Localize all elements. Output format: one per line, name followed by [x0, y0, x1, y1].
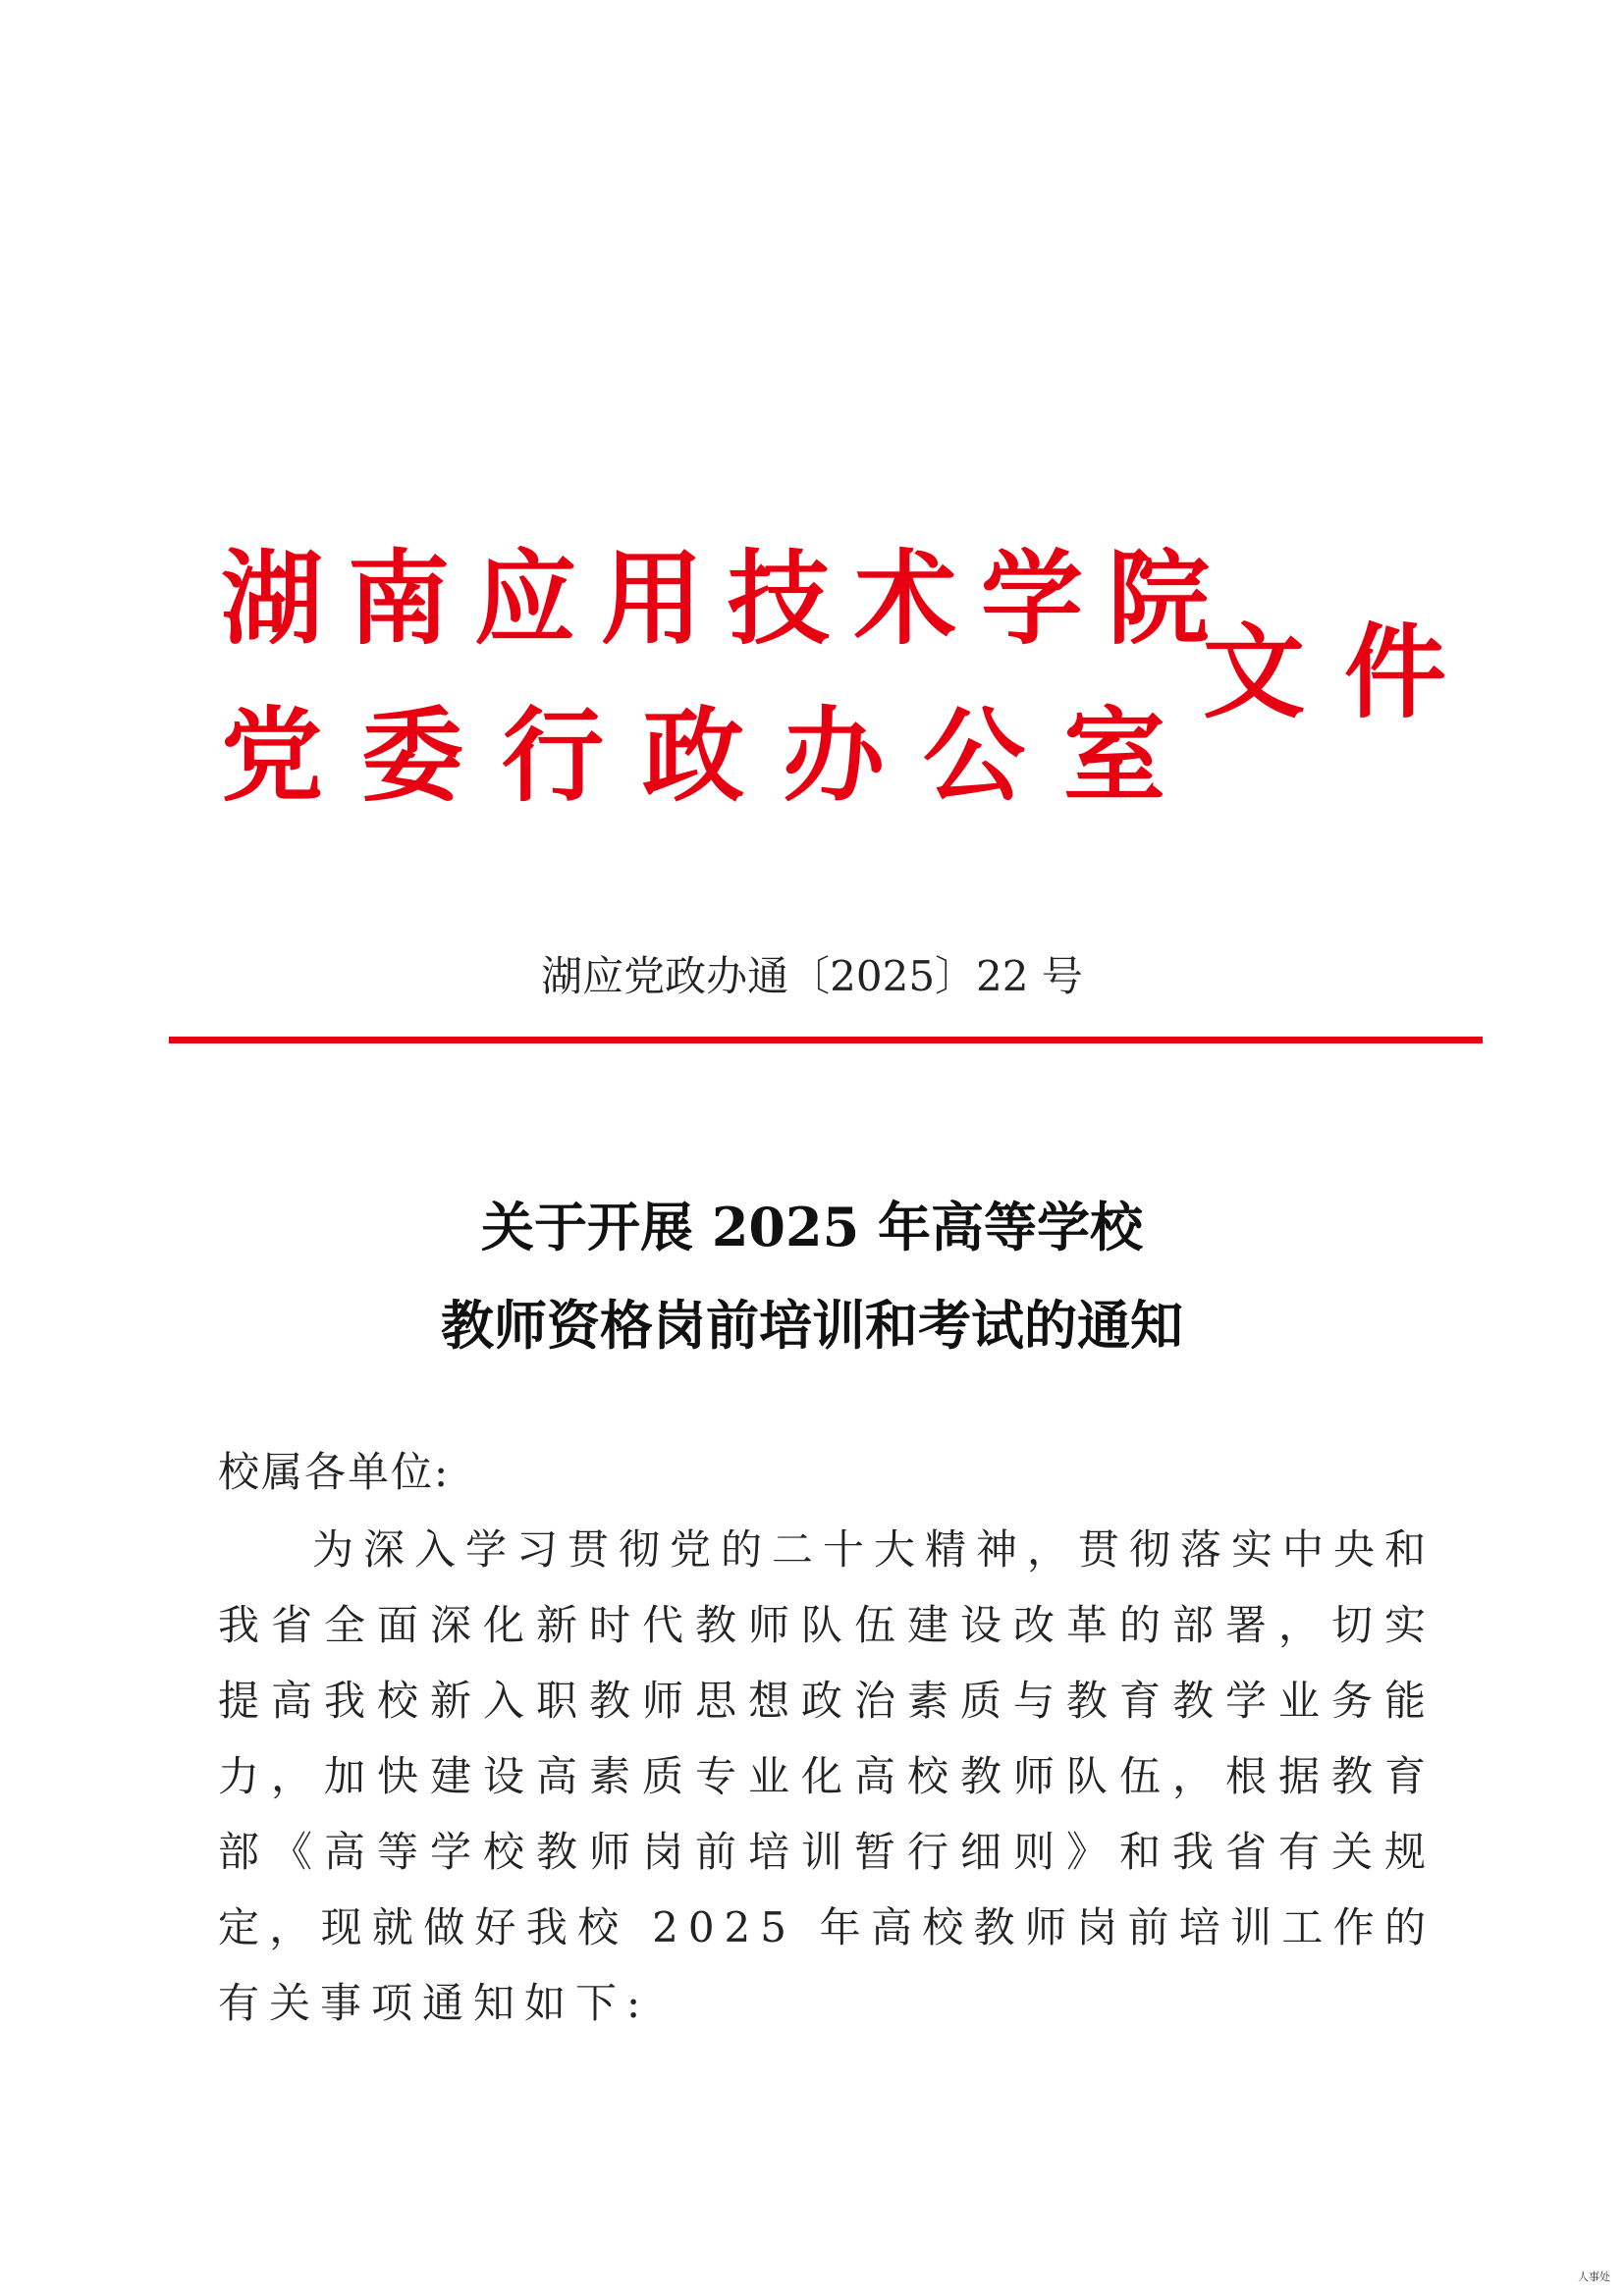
issuer-name-line-1: 湖南应用技术学院 — [221, 538, 1235, 659]
document-header-issuer — [221, 520, 1487, 834]
issuer-document-label: 文件 — [1203, 612, 1487, 732]
issuer-name-line-2: 党委行政办公室 — [221, 695, 1205, 816]
header-red-divider — [169, 1037, 1483, 1043]
salutation: 校属各单位: — [218, 1448, 451, 1496]
footer-department-label: 人事处 — [1578, 2270, 1610, 2283]
body-paragraph: 为深入学习贯彻党的二十大精神，贯彻落实中央和我省全面深化新时代教师队伍建设改革的部署，切实提高我校新入职教师思想政治素质与教育教学业务能力，加快建设高素质专业化高校教师队伍，根据教育部《高等学校教师岗前培训暂行细则》和我省有关规定，现就做好我校 2025 年高校教师岗前培训工作的有关事项通知如下: — [218, 1525, 1436, 2027]
document-number: 湖应党政办通〔2025〕22 号 — [541, 952, 1083, 1000]
document-title-line-2: 教师资格岗前培训和考试的通知 — [441, 1294, 1183, 1357]
document-title-line-1: 关于开展 2025 年高等学校 — [481, 1196, 1143, 1258]
